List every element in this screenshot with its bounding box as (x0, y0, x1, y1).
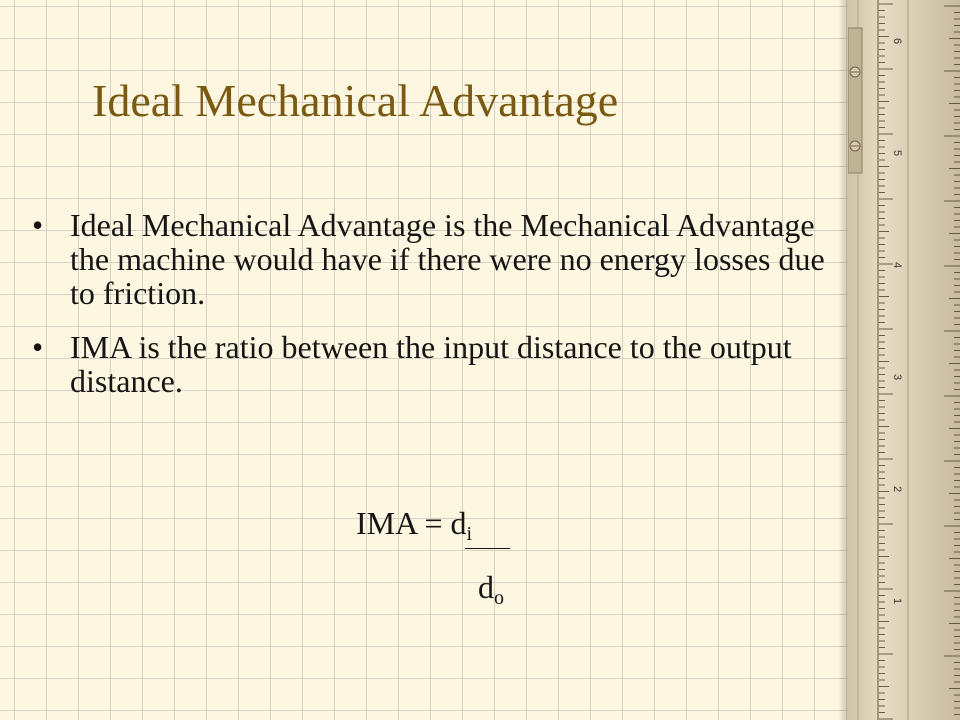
ruler-number: 6 (891, 38, 903, 45)
bullet-text: Ideal Mechanical Advantage is the Mechanical Advantage the machine would have if there were no energy losses due to friction. (70, 207, 825, 311)
bullet-icon: • (32, 329, 44, 365)
denominator-sub: o (494, 587, 504, 609)
ruler-number: 1 (891, 598, 903, 605)
slide-title: Ideal Mechanical Advantage (92, 75, 619, 126)
numerator-var: d (450, 505, 467, 541)
ruler-graphic (848, 0, 960, 720)
ima-formula (356, 505, 473, 545)
bullet-list (32, 208, 832, 418)
fraction-bar (465, 548, 510, 549)
bullet-text: IMA is the ratio between the input distance to the output distance. (70, 329, 792, 399)
ruler-number: 4 (891, 262, 903, 269)
bullet-item (32, 208, 832, 310)
bullet-item (32, 330, 832, 398)
ruler-decoration (848, 0, 960, 720)
numerator-sub: i (466, 523, 473, 545)
bullet-icon: • (32, 207, 44, 243)
ruler-number: 3 (891, 374, 903, 381)
denominator-var: d (478, 569, 494, 605)
formula-denominator (478, 569, 504, 609)
ruler-number: 5 (891, 150, 903, 157)
ruler-number: 2 (891, 486, 903, 493)
formula-lhs: IMA = (356, 505, 451, 541)
formula-numerator (450, 505, 473, 545)
